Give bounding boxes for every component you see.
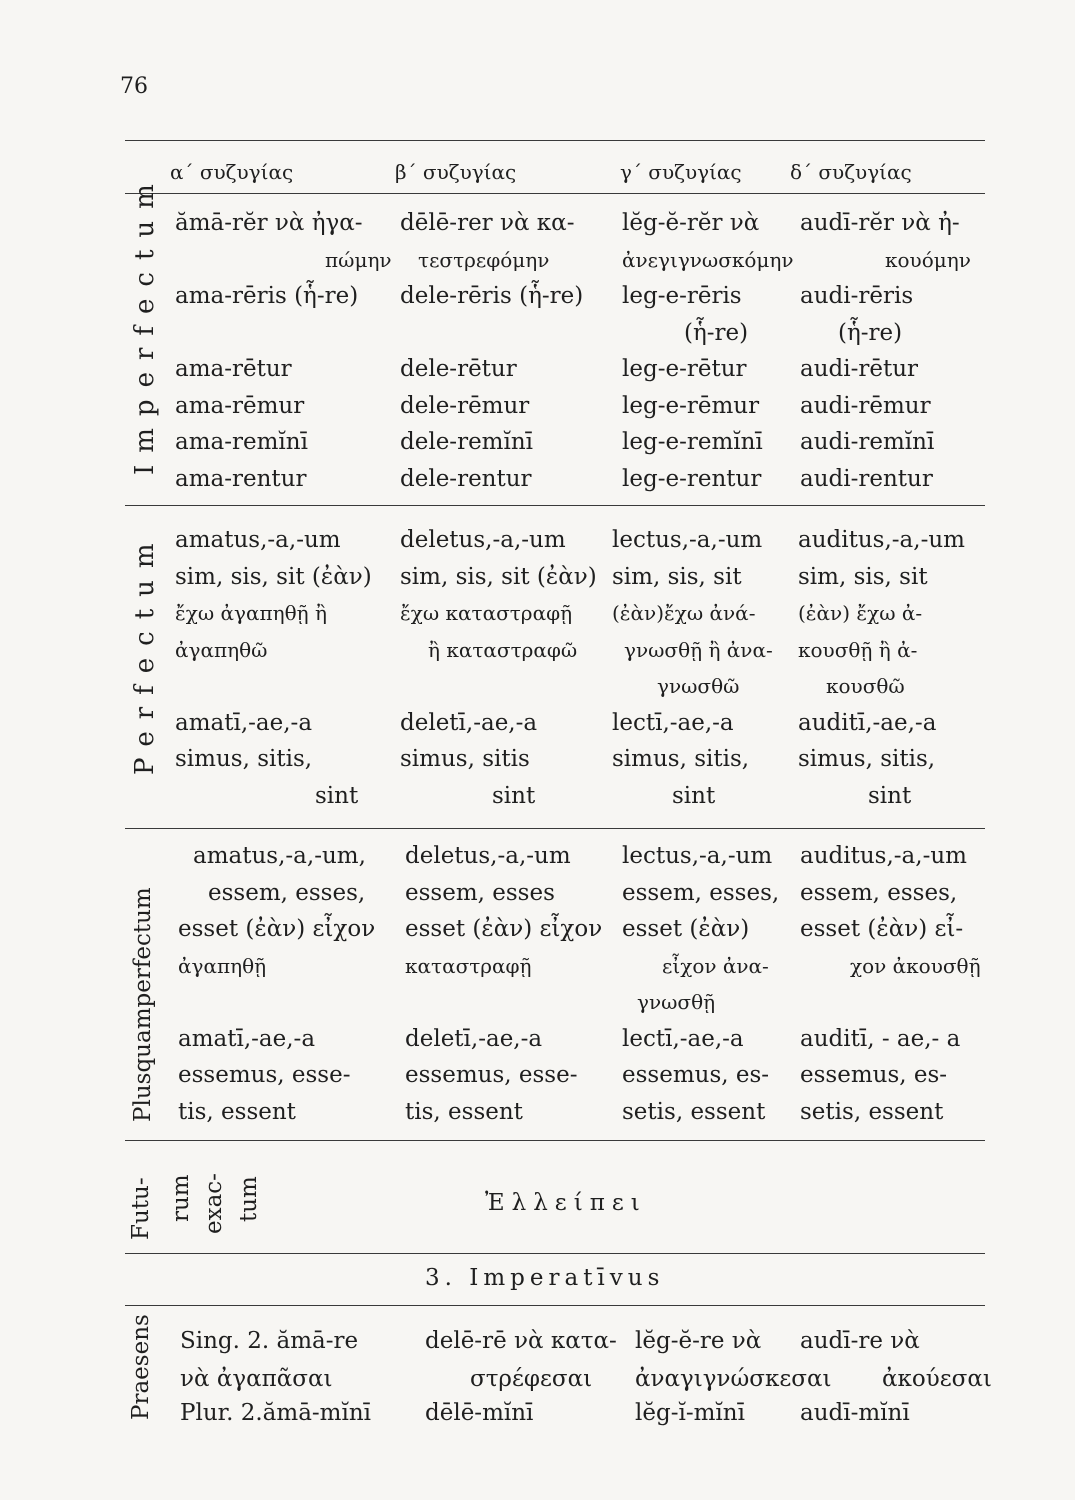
perfectum-label: Perfectum <box>130 531 160 775</box>
header-col-1: α΄ συζυγίας <box>170 160 294 184</box>
plusquamperfectum-col-4: auditus,-a,-um essem, esses, esset (ἐὰν) εἶ- χον ἀκουσθῇ auditī, - ae,- a essemus, es- setis, essent <box>800 843 981 1125</box>
perfectum-col-4: auditus,-a,-um sim, sis, sit (ἐὰν) ἔχω ἀ- κουσθῇ ἢ ἀ- κουσθῶ auditī,-ae,-a simus, sitis, sint <box>798 527 965 809</box>
rule-before-imperativus <box>125 1253 985 1254</box>
plusquamperfectum-col-1: amatus,-a,-um, essem, esses, esset (ἐὰν) εἶχον ἀγαπηθῇ amatī,-ae,-a essemus, esse- tis, essent <box>178 843 376 1125</box>
praesens-r2-c2: στρέφεσαι <box>470 1366 593 1392</box>
plusquamperfectum-label: Plusquamperfectum <box>130 887 156 1122</box>
imperativus-title: 3. Imperatīvus <box>425 1265 665 1291</box>
plusquamperfectum-col-3: lectus,-a,-um essem, esses, esset (ἐὰν) εἶχον ἀνα- γνωσθῇ lectī,-ae,-a essemus, es- setis, essent <box>622 843 780 1125</box>
praesens-r1-c3: lĕg-ĕ-re νὰ <box>635 1328 762 1354</box>
praesens-r3-c4: audī-mĭnī <box>800 1400 910 1426</box>
perfectum-col-2: deletus,-a,-um sim, sis, sit (ἐὰν) ἔχω καταστραφῇ ἢ καταστραφῶ deletī,-ae,-a simus, sitis sint <box>400 527 597 809</box>
praesens-r1-c4: audī-re νὰ <box>800 1328 920 1354</box>
praesens-r2-c4: ἀκούεσαι <box>882 1366 992 1392</box>
plusquamperfectum-col-2: deletus,-a,-um essem, esses esset (ἐὰν) εἶχον καταστραφῇ deletī,-ae,-a essemus, esse- tis, essent <box>405 843 603 1125</box>
imperfectum-label: Imperfectum <box>130 172 160 475</box>
praesens-label: Praesens <box>128 1314 154 1420</box>
futurum-label-1: Futu- <box>128 1177 154 1240</box>
header-col-3: γ΄ συζυγίας <box>620 160 742 184</box>
praesens-r2-c1: νὰ ἀγαπᾶσαι <box>180 1366 333 1392</box>
praesens-r1-c2: delē-rē νὰ κατα- <box>425 1328 617 1354</box>
perfectum-col-1: amatus,-a,-um sim, sis, sit (ἐὰν) ἔχω ἀγαπηθῇ ἢ ἀγαπηθῶ amatī,-ae,-a simus, sitis, sint <box>175 527 372 809</box>
imperfectum-col-2: dēlē-rer νὰ κα- τεστρεφόμην dele-rēris (ἧ-re) dele-rētur dele-rēmur dele-remĭnī dele-rentur <box>400 210 584 492</box>
imperfectum-col-4: audī-rĕr νὰ ἠ- κουόμην audi-rēris (ἧ-re) audi-rētur audi-rēmur audi-remĭnī audi-rentur <box>800 210 971 492</box>
futurum-label-2: rum <box>168 1174 194 1222</box>
rule-after-perfectum <box>125 828 985 829</box>
header-col-4: δ΄ συζυγίας <box>790 160 912 184</box>
rule-after-imperativus <box>125 1305 985 1306</box>
praesens-r3-c2: dēlē-mĭnī <box>425 1400 534 1426</box>
top-rule <box>125 140 985 141</box>
imperfectum-col-3: lĕg-ĕ-rĕr νὰ ἀνεγιγνωσκόμην leg-e-rēris (ἧ-re) leg-e-rētur leg-e-rēmur leg-e-remĭnī leg-e-rentur <box>622 210 794 492</box>
imperfectum-col-1: ămā-rĕr νὰ ἠγα- πώμην ama-rēris (ἧ-re) ama-rētur ama-rēmur ama-remĭnī ama-rentur <box>175 210 392 492</box>
praesens-r2-c3: ἀναγιγνώσκεσαι <box>635 1366 832 1392</box>
page-number: 76 <box>120 74 148 99</box>
praesens-r1-c1: Sing. 2. ămā-re <box>180 1328 359 1354</box>
futurum-label-3: exac- <box>201 1173 227 1234</box>
rule-after-imperfectum <box>125 505 985 506</box>
header-col-2: β΄ συζυγίας <box>395 160 517 184</box>
futurum-text: Ἐλλείπει <box>485 1190 647 1216</box>
praesens-r3-c3: lĕg-ĭ-mĭnī <box>635 1400 745 1426</box>
praesens-r3-c1: Plur. 2.ămā-mĭnī <box>180 1400 372 1426</box>
header-rule <box>125 193 985 194</box>
rule-after-plusquamperfectum <box>125 1140 985 1141</box>
perfectum-col-3: lectus,-a,-um sim, sis, sit (ἐὰν)ἔχω ἀνά- γνωσθῇ ἢ ἀνα- γνωσθῶ lectī,-ae,-a simus, sitis, sint <box>612 527 773 809</box>
futurum-label-4: tum <box>236 1176 262 1222</box>
